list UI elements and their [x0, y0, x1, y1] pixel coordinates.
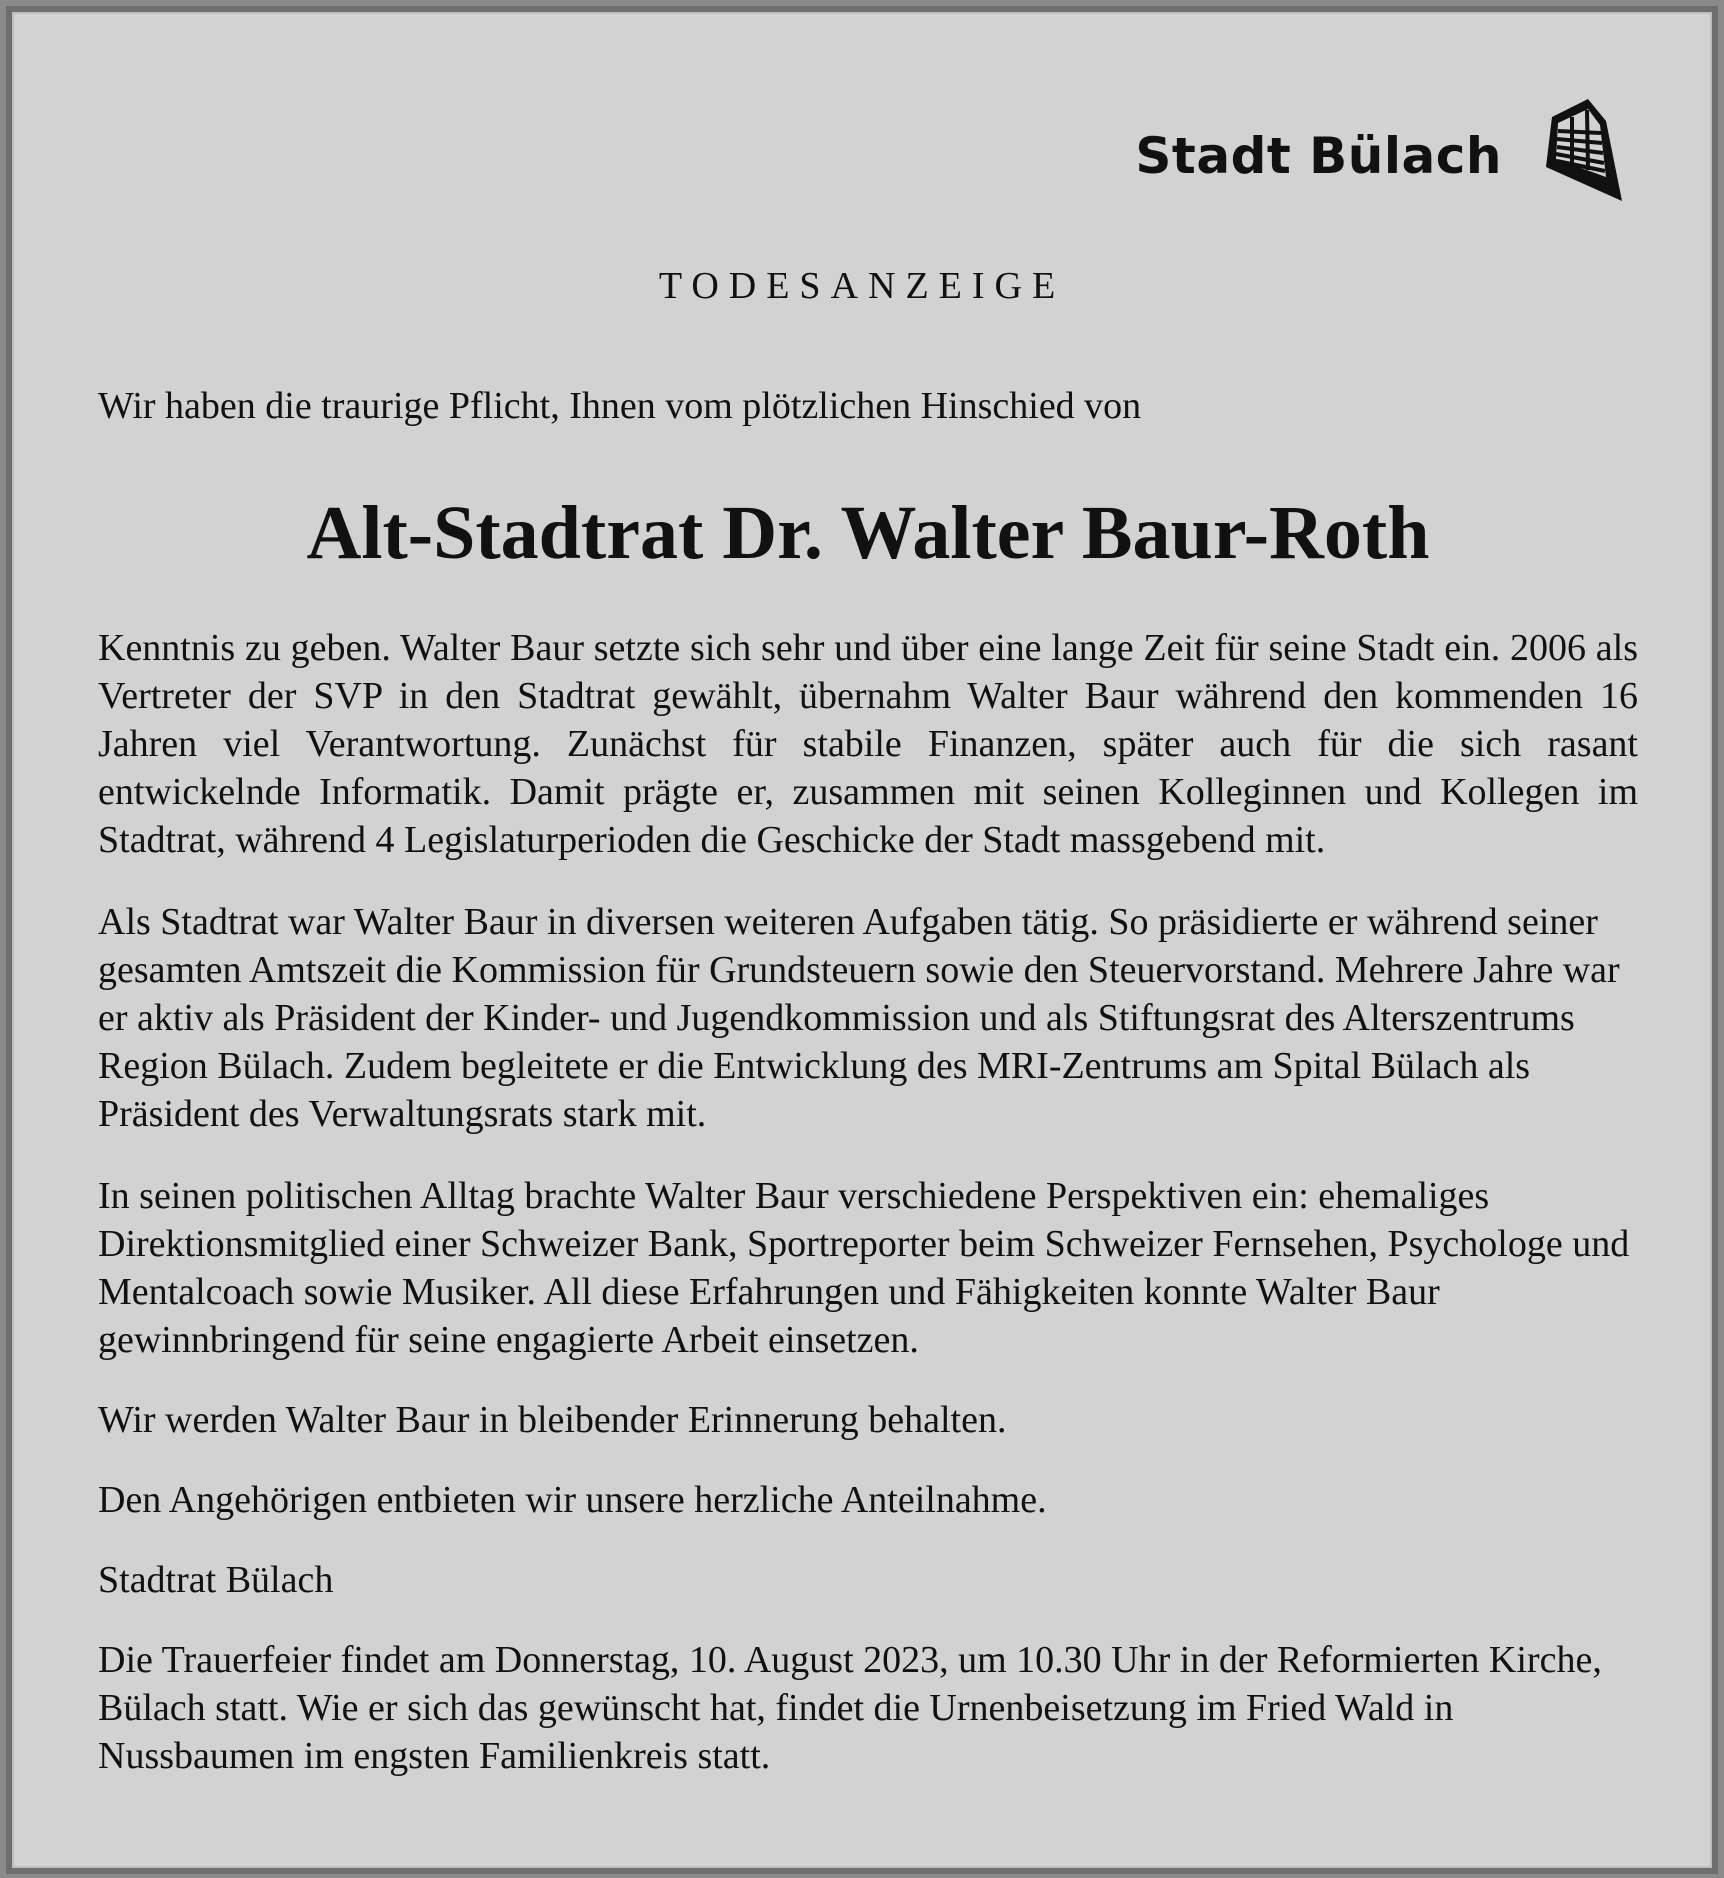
intro-text: Wir haben die traurige Pflicht, Ihnen vom plötzlichen Hinschied von: [98, 385, 1142, 427]
deceased-name: Alt-Stadtrat Dr. Walter Baur-Roth: [306, 491, 1430, 575]
paragraph-duties: Als Stadtrat war Walter Baur in diversen weiteren Aufgaben tätig. So präsidierte er während seiner gesamten Amtszeit die Kommission für Grundsteuern sowie den Steuervorstand. Mehrere Jahre war er aktiv als Präsident der Kinder- und Jugendkommission und als Stiftungsrat des Alterszentrums Region Bülach. Zudem begleitete er die Entwicklung des MRI-Zentrums am Spital Bülach als Präsident des Verwaltungsrats stark mit.: [98, 901, 1620, 1135]
paragraph-funeral: Die Trauerfeier findet am Donnerstag, 10. August 2023, um 10.30 Uhr in der Reformierten Kirche, Bülach statt. Wie er sich das gewünscht hat, findet die Urnenbeisetzung im Fried Wald in Nussbaumen im engsten Familienkreis statt.: [98, 1639, 1602, 1777]
notice-content: [98, 382, 1638, 1780]
obituary-notice: [6, 6, 1718, 1874]
signature-text: Stadtrat Bülach: [98, 1559, 334, 1601]
paragraph-condolences: Den Angehörigen entbieten wir unsere herzliche Anteilnahme.: [98, 1479, 1047, 1521]
logo-text: Stadt Bülach: [1135, 127, 1502, 185]
paragraph-career: Kenntnis zu geben. Walter Baur setzte sich sehr und über eine lange Zeit für seine Stadt ein. 2006 als Vertreter der SVP in den Stadtrat gewählt, übernahm Walter Baur während den kommenden 16 Jahren viel Verantwortung. Zunächst für stabile Finanzen, später auch für die sich rasant entwickelnde Informatik. Damit prägte er, zusammen mit seinen Kolleginnen und Kollegen im Stadtrat, während 4 Legislaturperioden die Geschicke der Stadt massgebend mit.: [98, 627, 1638, 861]
paragraph-remembrance: Wir werden Walter Baur in bleibender Erinnerung behalten.: [98, 1399, 1007, 1441]
paragraph-perspectives: In seinen politischen Alltag brachte Walter Baur verschiedene Perspektiven ein: ehemaliges Direktionsmitglied einer Schweizer Bank, Sportreporter beim Schweizer Fernsehen, Psychologe und Mentalcoach sowie Musiker. All diese Erfahrungen und Fähigkeiten konnte Walter Baur gewinnbringend für seine engagierte Arbeit einsetzen.: [98, 1175, 1630, 1361]
notice-type-heading: TODESANZEIGE: [658, 265, 1066, 307]
city-logo: [1135, 97, 1626, 205]
city-emblem-icon: [1542, 97, 1626, 205]
notice-body: [98, 624, 1638, 1780]
